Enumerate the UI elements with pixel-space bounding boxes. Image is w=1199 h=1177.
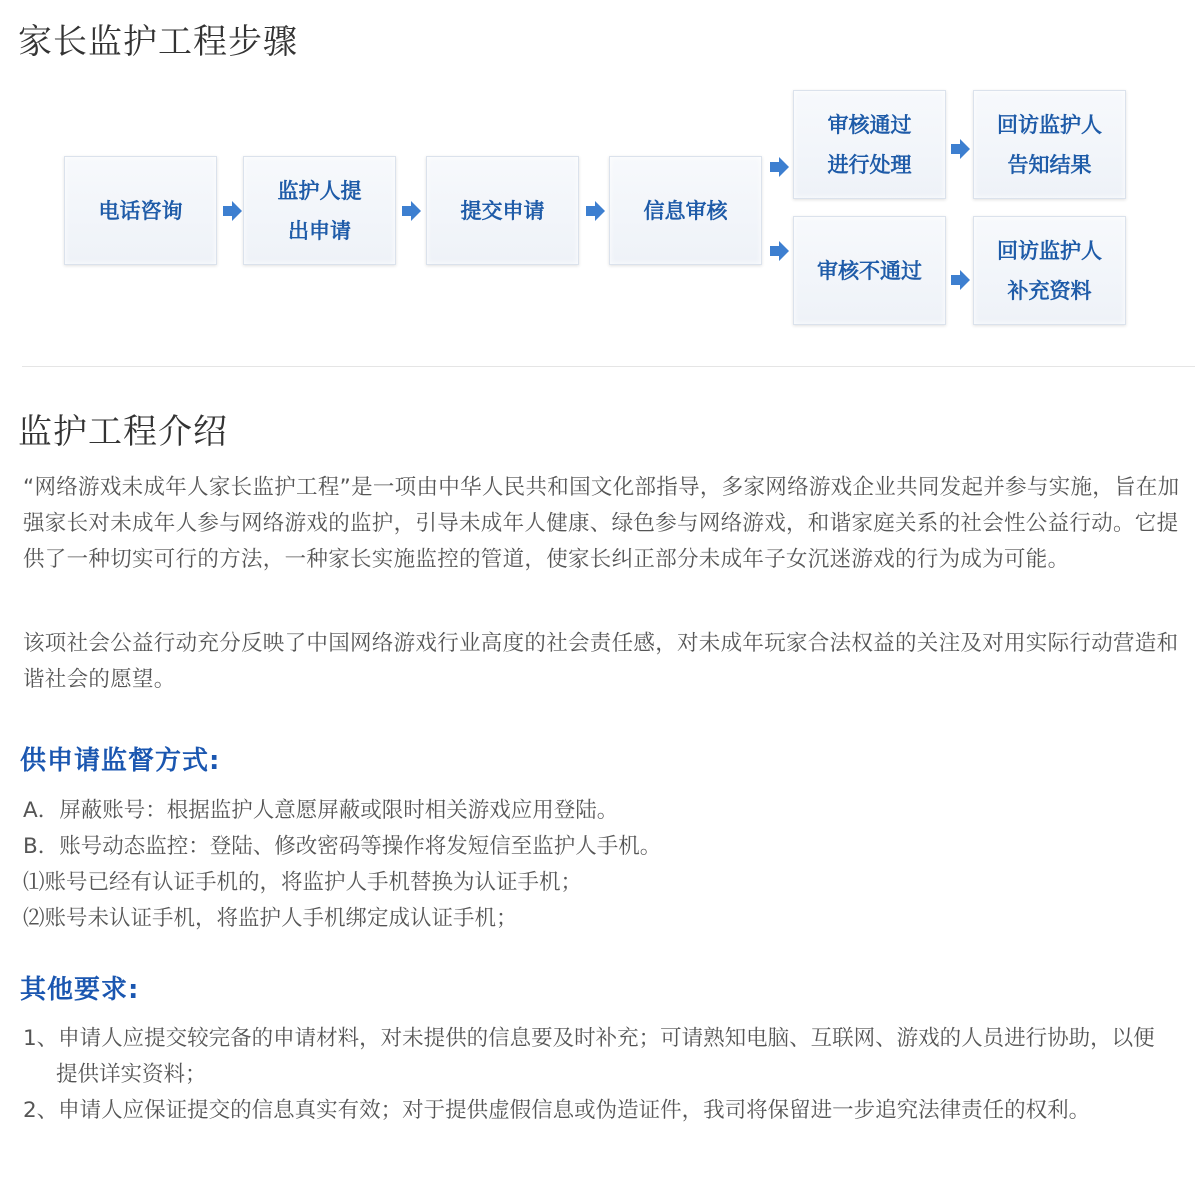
- step-phone-consult: [64, 156, 217, 265]
- step-label: 信息审核: [643, 198, 728, 223]
- process-flow: [0, 80, 1199, 340]
- section-divider: [22, 366, 1195, 367]
- step-label-line2: 告知结果: [1007, 152, 1092, 177]
- intro-paragraph-2: 该项社会公益行动充分反映了中国网络游戏行业高度的社会责任感，对未成年玩家合法权益的关注及对用实际行动营造和谐社会的愿望。: [23, 631, 1179, 692]
- step-info-review: [609, 156, 762, 265]
- right-arrow-icon: [584, 200, 606, 222]
- methods-title: 供申请监督方式:: [20, 746, 221, 776]
- right-arrow-icon: [400, 200, 422, 222]
- step-guardian-apply: [243, 156, 396, 265]
- step-submit-application: [426, 156, 579, 265]
- method-item: ⑴账号已经有认证手机的，将监护人手机替换为认证手机；: [23, 870, 583, 895]
- intro-title: 监护工程介绍: [18, 412, 228, 452]
- right-arrow-icon: [949, 269, 971, 291]
- method-item: ⑵账号未认证手机，将监护人手机绑定成认证手机；: [23, 906, 518, 931]
- step-label-line1: 回访监护人: [997, 238, 1102, 263]
- method-item: A．屏蔽账号：根据监护人意愿屏蔽或限时相关游戏应用登陆。: [23, 798, 619, 823]
- steps-title: 家长监护工程步骤: [18, 22, 298, 62]
- step-label-line1: 审核通过: [827, 112, 912, 137]
- step-label-line2: 出申请: [288, 218, 351, 243]
- step-notify-result: [973, 90, 1126, 199]
- step-review-failed: [793, 216, 946, 325]
- step-label-line2: 进行处理: [827, 152, 912, 177]
- other-requirements-title: 其他要求:: [20, 975, 140, 1005]
- step-label: 提交申请: [460, 198, 545, 223]
- right-arrow-icon: [949, 138, 971, 160]
- step-label: 审核不通过: [817, 258, 922, 283]
- step-label-line1: 监护人提: [277, 178, 362, 203]
- intro-paragraph-1: “网络游戏未成年人家长监护工程”是一项由中华人民共和国文化部指导，多家网络游戏企业共同发起并参与实施，旨在加强家长对未成年人参与网络游戏的监护，引导未成年人健康、绿色参与网络游戏，和谐家庭关系的社会性公益行动。它提供了一种切实可行的方法，一种家长实施监控的管道，使家长纠正部分未成年子女沉迷游戏的行为成为可能。: [23, 475, 1180, 572]
- right-arrow-icon: [768, 156, 790, 178]
- right-arrow-icon: [768, 240, 790, 262]
- step-review-passed: [793, 90, 946, 199]
- step-supplement-info: [973, 216, 1126, 325]
- requirement-item: 2、申请人应保证提交的信息真实有效；对于提供虚假信息或伪造证件，我司将保留进一步追究法律责任的权利。: [23, 1098, 1091, 1123]
- step-label: 电话咨询: [98, 198, 183, 223]
- step-label-line2: 补充资料: [1007, 278, 1092, 303]
- step-label-line1: 回访监护人: [997, 112, 1102, 137]
- right-arrow-icon: [221, 200, 243, 222]
- method-item: B．账号动态监控：登陆、修改密码等操作将发短信至监护人手机。: [23, 834, 662, 859]
- requirement-item: 1、申请人应提交较完备的申请材料，对未提供的信息要及时补充；可请熟知电脑、互联网、游戏的人员进行协助，以便提供详实资料；: [23, 1026, 1155, 1087]
